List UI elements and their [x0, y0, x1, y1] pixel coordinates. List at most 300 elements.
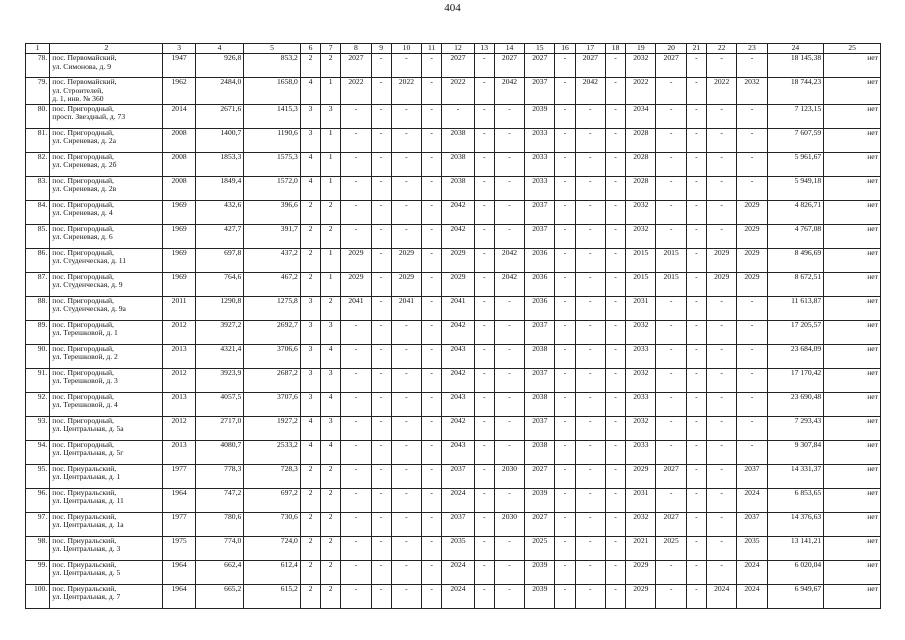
- value-cell: -: [605, 296, 625, 320]
- area-cell: 2692,7: [244, 320, 301, 344]
- column-number-5: 5: [244, 44, 301, 54]
- value-cell: -: [707, 416, 737, 440]
- value-cell: 2: [300, 224, 320, 248]
- area-cell: 697,8: [195, 248, 244, 272]
- value-cell: 2037: [442, 512, 474, 536]
- area-cell: 1275,8: [244, 296, 301, 320]
- value-cell: -: [494, 200, 524, 224]
- value-cell: -: [391, 224, 421, 248]
- value-cell: -: [686, 392, 706, 416]
- value-cell: 2027: [525, 464, 555, 488]
- value-cell: -: [605, 248, 625, 272]
- value-cell: -: [474, 512, 494, 536]
- value-cell: -: [656, 488, 686, 512]
- value-cell: -: [474, 560, 494, 584]
- value-cell: -: [371, 440, 391, 464]
- value-cell: -: [474, 152, 494, 176]
- value-cell: -: [575, 128, 605, 152]
- status-cell: нет: [824, 152, 881, 176]
- value-cell: 2022: [707, 78, 737, 105]
- value-cell: 2038: [525, 344, 555, 368]
- cost-cell: 8 672,51: [767, 272, 824, 296]
- value-cell: -: [686, 248, 706, 272]
- value-cell: -: [656, 152, 686, 176]
- value-cell: -: [494, 536, 524, 560]
- value-cell: -: [494, 176, 524, 200]
- value-cell: 2032: [626, 200, 656, 224]
- value-cell: 2: [300, 488, 320, 512]
- status-cell: нет: [824, 176, 881, 200]
- value-cell: -: [422, 296, 442, 320]
- column-number-22: 22: [707, 44, 737, 54]
- value-cell: -: [474, 224, 494, 248]
- table-row: [26, 176, 881, 200]
- address-cell: [50, 176, 163, 200]
- value-cell: 2015: [626, 272, 656, 296]
- value-cell: -: [575, 152, 605, 176]
- value-cell: -: [555, 416, 575, 440]
- value-cell: 2015: [626, 248, 656, 272]
- value-cell: 2011: [163, 296, 195, 320]
- address-line: пос. Пригородный,: [52, 440, 114, 449]
- value-cell: 2033: [626, 344, 656, 368]
- value-cell: -: [605, 392, 625, 416]
- value-cell: 2025: [525, 536, 555, 560]
- value-cell: -: [686, 296, 706, 320]
- value-cell: -: [494, 488, 524, 512]
- status-cell: нет: [824, 248, 881, 272]
- value-cell: 2031: [626, 296, 656, 320]
- value-cell: -: [341, 152, 371, 176]
- cost-cell: 18 744,23: [767, 78, 824, 105]
- value-cell: 2038: [442, 152, 474, 176]
- value-cell: 2025: [656, 536, 686, 560]
- column-number-14: 14: [494, 44, 524, 54]
- cost-cell: 13 141,21: [767, 536, 824, 560]
- value-cell: -: [605, 368, 625, 392]
- value-cell: -: [686, 104, 706, 128]
- row-number-cell: 97.: [26, 512, 50, 536]
- value-cell: 2037: [737, 512, 767, 536]
- value-cell: 2041: [391, 296, 421, 320]
- value-cell: 2028: [626, 176, 656, 200]
- value-cell: 2021: [626, 536, 656, 560]
- status-cell: нет: [824, 104, 881, 128]
- column-number-13: 13: [474, 44, 494, 54]
- value-cell: 1969: [163, 272, 195, 296]
- value-cell: -: [575, 440, 605, 464]
- value-cell: -: [575, 320, 605, 344]
- value-cell: 2: [321, 296, 341, 320]
- value-cell: -: [575, 176, 605, 200]
- value-cell: -: [371, 128, 391, 152]
- value-cell: -: [605, 104, 625, 128]
- address-cell: [50, 200, 163, 224]
- value-cell: -: [341, 224, 371, 248]
- value-cell: -: [371, 488, 391, 512]
- value-cell: 2042: [442, 224, 474, 248]
- table-row: [26, 584, 881, 608]
- row-number-cell: 80.: [26, 104, 50, 128]
- table-row: [26, 560, 881, 584]
- value-cell: -: [707, 152, 737, 176]
- table-row: [26, 200, 881, 224]
- address-cell: [50, 488, 163, 512]
- column-number-3: 3: [163, 44, 195, 54]
- cost-cell: 9 307,84: [767, 440, 824, 464]
- address-cell: [50, 104, 163, 128]
- value-cell: 2029: [341, 272, 371, 296]
- value-cell: -: [494, 320, 524, 344]
- value-cell: -: [656, 416, 686, 440]
- value-cell: -: [371, 200, 391, 224]
- value-cell: -: [341, 176, 371, 200]
- value-cell: -: [422, 488, 442, 512]
- address-line: пос. Приуральский,: [52, 560, 117, 569]
- value-cell: -: [494, 368, 524, 392]
- value-cell: -: [656, 344, 686, 368]
- value-cell: 2029: [737, 272, 767, 296]
- value-cell: 2: [300, 464, 320, 488]
- area-cell: 724,0: [244, 536, 301, 560]
- value-cell: -: [737, 368, 767, 392]
- value-cell: -: [474, 248, 494, 272]
- column-number-19: 19: [626, 44, 656, 54]
- table-row: [26, 488, 881, 512]
- area-cell: 697,2: [244, 488, 301, 512]
- value-cell: -: [737, 344, 767, 368]
- cost-cell: 6 020,04: [767, 560, 824, 584]
- address-cell: [50, 392, 163, 416]
- value-cell: 2008: [163, 176, 195, 200]
- value-cell: -: [341, 464, 371, 488]
- address-line: ул. Сиреневая, д. 6: [52, 232, 113, 241]
- value-cell: -: [494, 224, 524, 248]
- value-cell: 2028: [626, 152, 656, 176]
- value-cell: 4: [321, 440, 341, 464]
- value-cell: -: [656, 296, 686, 320]
- value-cell: 2039: [525, 584, 555, 608]
- area-cell: 3707,6: [244, 392, 301, 416]
- value-cell: -: [707, 296, 737, 320]
- table-row: [26, 416, 881, 440]
- value-cell: 2: [321, 512, 341, 536]
- value-cell: 2015: [656, 248, 686, 272]
- value-cell: -: [422, 392, 442, 416]
- value-cell: -: [371, 512, 391, 536]
- area-cell: 4080,7: [195, 440, 244, 464]
- value-cell: -: [422, 128, 442, 152]
- row-number-cell: 95.: [26, 464, 50, 488]
- value-cell: 2024: [707, 584, 737, 608]
- area-cell: 764,6: [195, 272, 244, 296]
- value-cell: 2012: [163, 368, 195, 392]
- address-line: пос. Приуральский,: [52, 488, 117, 497]
- value-cell: -: [707, 392, 737, 416]
- value-cell: -: [707, 536, 737, 560]
- value-cell: -: [341, 416, 371, 440]
- area-cell: 432,6: [195, 200, 244, 224]
- status-cell: нет: [824, 416, 881, 440]
- value-cell: 3: [300, 296, 320, 320]
- status-cell: нет: [824, 200, 881, 224]
- value-cell: 3: [321, 416, 341, 440]
- address-cell: [50, 584, 163, 608]
- value-cell: 3: [300, 320, 320, 344]
- value-cell: -: [575, 560, 605, 584]
- row-number-cell: 92.: [26, 392, 50, 416]
- table-row: [26, 536, 881, 560]
- table-row: [26, 54, 881, 78]
- value-cell: -: [656, 128, 686, 152]
- value-cell: 2039: [525, 104, 555, 128]
- value-cell: 2037: [442, 464, 474, 488]
- value-cell: 2022: [626, 78, 656, 105]
- value-cell: 2029: [626, 584, 656, 608]
- value-cell: 2043: [442, 344, 474, 368]
- value-cell: 2013: [163, 344, 195, 368]
- row-number-cell: 87.: [26, 272, 50, 296]
- address-line: ул. Терешковой, д. 3: [52, 376, 118, 385]
- value-cell: -: [391, 584, 421, 608]
- status-cell: нет: [824, 224, 881, 248]
- value-cell: -: [391, 368, 421, 392]
- value-cell: 2: [300, 248, 320, 272]
- address-line: ул. Центральная, д. 5а: [52, 424, 124, 433]
- column-number-16: 16: [555, 44, 575, 54]
- value-cell: -: [371, 584, 391, 608]
- value-cell: 2008: [163, 128, 195, 152]
- value-cell: 2: [300, 272, 320, 296]
- address-line: пос. Приуральский,: [52, 464, 117, 473]
- value-cell: -: [341, 440, 371, 464]
- value-cell: 2033: [626, 440, 656, 464]
- row-number-cell: 89.: [26, 320, 50, 344]
- value-cell: 2032: [626, 224, 656, 248]
- address-cell: [50, 464, 163, 488]
- value-cell: -: [341, 368, 371, 392]
- table-row: [26, 248, 881, 272]
- table-row: [26, 344, 881, 368]
- value-cell: -: [422, 176, 442, 200]
- value-cell: -: [391, 200, 421, 224]
- row-number-cell: 96.: [26, 488, 50, 512]
- area-cell: 3706,6: [244, 344, 301, 368]
- value-cell: -: [555, 54, 575, 78]
- value-cell: -: [605, 536, 625, 560]
- value-cell: -: [341, 128, 371, 152]
- value-cell: 2: [321, 488, 341, 512]
- value-cell: -: [686, 464, 706, 488]
- address-line: пос. Пригородный,: [52, 416, 114, 425]
- value-cell: -: [707, 440, 737, 464]
- value-cell: -: [494, 128, 524, 152]
- value-cell: 2029: [626, 464, 656, 488]
- value-cell: -: [686, 176, 706, 200]
- area-cell: 1575,3: [244, 152, 301, 176]
- value-cell: 2015: [656, 272, 686, 296]
- value-cell: 1964: [163, 488, 195, 512]
- value-cell: -: [371, 54, 391, 78]
- value-cell: 2038: [525, 440, 555, 464]
- value-cell: -: [341, 584, 371, 608]
- value-cell: 2038: [442, 128, 474, 152]
- area-cell: 1415,3: [244, 104, 301, 128]
- value-cell: -: [575, 464, 605, 488]
- column-number-15: 15: [525, 44, 555, 54]
- value-cell: -: [474, 272, 494, 296]
- cost-cell: 8 496,69: [767, 248, 824, 272]
- value-cell: -: [575, 224, 605, 248]
- value-cell: 2029: [737, 200, 767, 224]
- value-cell: -: [422, 320, 442, 344]
- status-cell: нет: [824, 54, 881, 78]
- value-cell: 2042: [442, 416, 474, 440]
- value-cell: -: [686, 536, 706, 560]
- value-cell: -: [686, 440, 706, 464]
- value-cell: -: [686, 368, 706, 392]
- column-number-1: 1: [26, 44, 50, 54]
- value-cell: 2028: [626, 128, 656, 152]
- value-cell: 2042: [442, 320, 474, 344]
- column-number-2: 2: [50, 44, 163, 54]
- value-cell: 2: [300, 512, 320, 536]
- address-line: пос. Приуральский,: [52, 512, 117, 521]
- value-cell: -: [422, 368, 442, 392]
- row-number-cell: 98.: [26, 536, 50, 560]
- value-cell: -: [371, 104, 391, 128]
- value-cell: 1: [321, 176, 341, 200]
- value-cell: 2033: [525, 152, 555, 176]
- value-cell: -: [422, 560, 442, 584]
- value-cell: -: [555, 224, 575, 248]
- value-cell: 2032: [737, 78, 767, 105]
- value-cell: -: [494, 104, 524, 128]
- table-row: [26, 272, 881, 296]
- value-cell: -: [391, 54, 421, 78]
- value-cell: 2027: [656, 512, 686, 536]
- address-cell: [50, 54, 163, 78]
- value-cell: -: [605, 416, 625, 440]
- address-line: ул. Сиреневая, д. 2б: [52, 160, 117, 169]
- row-number-cell: 99.: [26, 560, 50, 584]
- value-cell: 2037: [525, 200, 555, 224]
- address-cell: [50, 296, 163, 320]
- value-cell: 2042: [494, 78, 524, 105]
- value-cell: -: [686, 200, 706, 224]
- value-cell: -: [494, 152, 524, 176]
- value-cell: 3: [300, 104, 320, 128]
- value-cell: 2: [321, 200, 341, 224]
- address-line: ул. Студенческая, д. 11: [52, 256, 127, 265]
- value-cell: -: [686, 320, 706, 344]
- value-cell: 2029: [626, 560, 656, 584]
- value-cell: 2: [300, 54, 320, 78]
- value-cell: 2012: [163, 416, 195, 440]
- value-cell: 1962: [163, 78, 195, 105]
- value-cell: 4: [300, 78, 320, 105]
- value-cell: -: [555, 272, 575, 296]
- value-cell: -: [555, 104, 575, 128]
- value-cell: -: [391, 152, 421, 176]
- value-cell: -: [474, 536, 494, 560]
- address-line: пос. Пригородный,: [52, 392, 114, 401]
- address-line: ул. Терешковой, д. 4: [52, 400, 118, 409]
- value-cell: 2042: [442, 200, 474, 224]
- value-cell: 2022: [341, 78, 371, 105]
- value-cell: -: [707, 464, 737, 488]
- address-line: ул. Сиреневая, д. 4: [52, 208, 113, 217]
- address-line: д. 1, инв. № 360: [52, 94, 104, 103]
- table-row: [26, 392, 881, 416]
- table-row: [26, 224, 881, 248]
- area-cell: 437,2: [244, 248, 301, 272]
- value-cell: 4: [300, 440, 320, 464]
- value-cell: -: [371, 320, 391, 344]
- status-cell: нет: [824, 512, 881, 536]
- value-cell: 2: [321, 224, 341, 248]
- address-cell: [50, 152, 163, 176]
- area-cell: 1290,8: [195, 296, 244, 320]
- value-cell: -: [422, 152, 442, 176]
- value-cell: -: [341, 200, 371, 224]
- value-cell: 2037: [525, 320, 555, 344]
- address-line: ул. Центральная, д. 1а: [52, 520, 124, 529]
- value-cell: -: [371, 560, 391, 584]
- value-cell: -: [494, 584, 524, 608]
- value-cell: 1977: [163, 512, 195, 536]
- value-cell: 3: [321, 368, 341, 392]
- table-row: [26, 152, 881, 176]
- value-cell: -: [707, 488, 737, 512]
- value-cell: -: [686, 344, 706, 368]
- row-number-cell: 86.: [26, 248, 50, 272]
- value-cell: 2043: [442, 440, 474, 464]
- column-number-10: 10: [391, 44, 421, 54]
- value-cell: -: [656, 368, 686, 392]
- status-cell: нет: [824, 272, 881, 296]
- value-cell: 2030: [494, 512, 524, 536]
- cost-cell: 7 607,59: [767, 128, 824, 152]
- value-cell: -: [575, 416, 605, 440]
- value-cell: -: [474, 368, 494, 392]
- row-number-cell: 90.: [26, 344, 50, 368]
- column-number-6: 6: [300, 44, 320, 54]
- value-cell: 2: [300, 200, 320, 224]
- cost-cell: 5 949,18: [767, 176, 824, 200]
- value-cell: -: [391, 560, 421, 584]
- value-cell: 2032: [626, 512, 656, 536]
- address-line: ул. Центральная, д. 7: [52, 592, 121, 601]
- value-cell: 2037: [525, 78, 555, 105]
- cost-cell: 17 170,42: [767, 368, 824, 392]
- value-cell: -: [474, 104, 494, 128]
- value-cell: -: [474, 440, 494, 464]
- value-cell: -: [371, 152, 391, 176]
- cost-cell: 7 293,43: [767, 416, 824, 440]
- address-cell: [50, 344, 163, 368]
- value-cell: -: [341, 512, 371, 536]
- address-line: ул. Центральная, д. 5г: [52, 448, 124, 457]
- address-line: пос. Пригородный,: [52, 200, 114, 209]
- area-cell: 467,2: [244, 272, 301, 296]
- row-number-cell: 88.: [26, 296, 50, 320]
- status-cell: нет: [824, 464, 881, 488]
- value-cell: -: [575, 248, 605, 272]
- value-cell: 1964: [163, 560, 195, 584]
- value-cell: -: [391, 344, 421, 368]
- column-number-17: 17: [575, 44, 605, 54]
